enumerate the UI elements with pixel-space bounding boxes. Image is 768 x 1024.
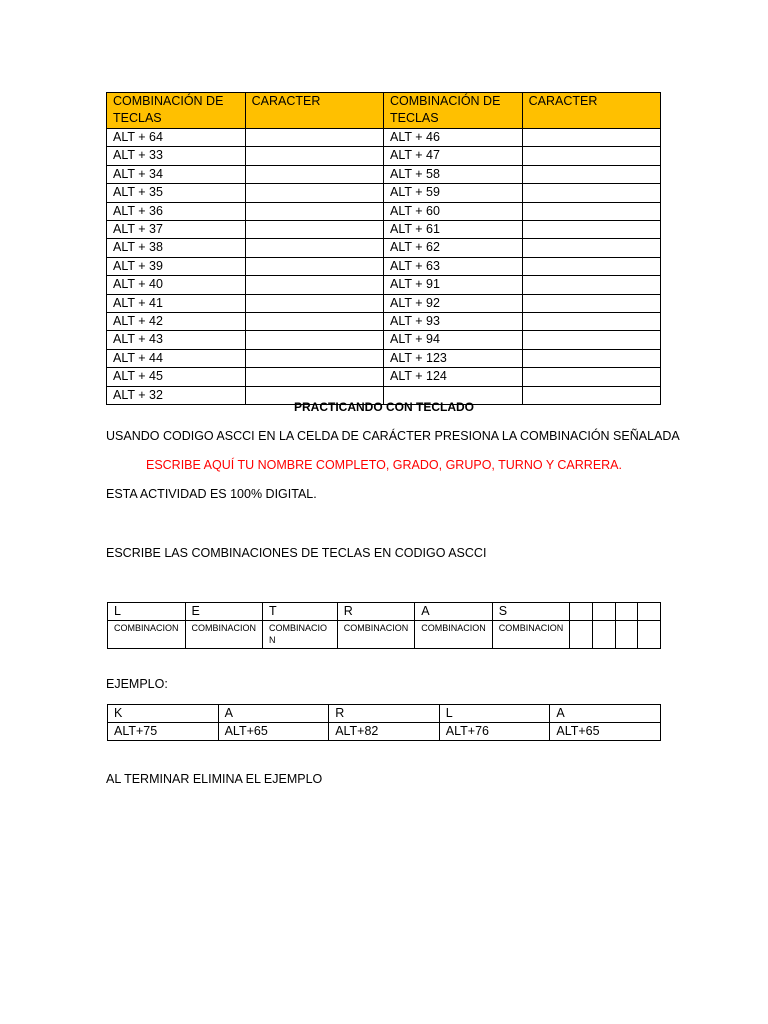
combination-cell: ALT + 36 (107, 202, 246, 220)
character-cell[interactable] (245, 221, 383, 239)
combination-cell: ALT + 32 (107, 386, 246, 404)
example-code-cell: ALT+65 (218, 723, 329, 741)
combination-input-cell[interactable]: COMBINACION (415, 621, 493, 649)
example-codes-row (108, 723, 661, 741)
combination-cell: ALT + 59 (383, 184, 522, 202)
combinations-row (108, 621, 661, 649)
character-cell[interactable] (245, 202, 383, 220)
combination-cell: ALT + 64 (107, 129, 246, 147)
character-cell[interactable] (245, 349, 383, 367)
character-cell[interactable] (522, 147, 660, 165)
letters-table (107, 602, 661, 649)
alt-table-row (107, 276, 661, 294)
character-cell[interactable] (522, 294, 660, 312)
alt-table-row (107, 239, 661, 257)
combination-input-cell[interactable]: COMBINACION (337, 621, 415, 649)
example-code-cell: ALT+75 (108, 723, 219, 741)
combination-cell: ALT + 61 (383, 221, 522, 239)
character-cell[interactable] (245, 257, 383, 275)
combination-cell: ALT + 41 (107, 294, 246, 312)
character-cell[interactable] (245, 294, 383, 312)
character-cell[interactable] (522, 129, 660, 147)
combination-cell: ALT + 60 (383, 202, 522, 220)
combination-cell: ALT + 35 (107, 184, 246, 202)
alt-table-row (107, 184, 661, 202)
instruction-ascii: USANDO CODIGO ASCCI EN LA CELDA DE CARÁCTER PRESIONA LA COMBINACIÓN SEÑALADA (106, 429, 680, 443)
combination-cell: ALT + 34 (107, 165, 246, 183)
character-cell[interactable] (522, 313, 660, 331)
example-label: EJEMPLO: (106, 677, 168, 691)
example-letter-cell: K (108, 705, 219, 723)
character-cell[interactable] (522, 368, 660, 386)
character-cell[interactable] (245, 129, 383, 147)
letters-row (108, 603, 661, 621)
practice-title: PRACTICANDO CON TECLADO (294, 400, 474, 414)
combination-cell: ALT + 42 (107, 313, 246, 331)
combination-cell: ALT + 124 (383, 368, 522, 386)
alt-table-row (107, 368, 661, 386)
instruction-combinations: ESCRIBE LAS COMBINACIONES DE TECLAS EN CODIGO ASCCI (106, 546, 487, 560)
character-cell[interactable] (522, 184, 660, 202)
final-note: AL TERMINAR ELIMINA EL EJEMPLO (106, 772, 323, 786)
example-letter-cell: A (218, 705, 329, 723)
alt-table-header-row (107, 93, 661, 129)
combination-input-cell[interactable] (592, 621, 615, 649)
combination-cell: ALT + 44 (107, 349, 246, 367)
character-cell[interactable] (522, 331, 660, 349)
combination-input-cell[interactable]: COMBINACION (492, 621, 570, 649)
alt-table-row (107, 165, 661, 183)
character-cell[interactable] (522, 165, 660, 183)
combination-cell: ALT + 43 (107, 331, 246, 349)
alt-table-row (107, 331, 661, 349)
letter-cell (570, 603, 593, 621)
character-cell[interactable] (522, 257, 660, 275)
character-cell[interactable] (245, 239, 383, 257)
header-combination-1: COMBINACIÓN DE TECLAS (107, 93, 246, 129)
alt-table-row (107, 129, 661, 147)
example-letter-cell: A (550, 705, 661, 723)
combination-cell: ALT + 37 (107, 221, 246, 239)
character-cell[interactable] (245, 331, 383, 349)
combination-input-cell[interactable] (570, 621, 593, 649)
example-code-cell: ALT+82 (329, 723, 440, 741)
combination-input-cell[interactable]: COMBINACION (185, 621, 263, 649)
letter-cell: L (108, 603, 186, 621)
character-cell[interactable] (245, 368, 383, 386)
example-letter-cell: L (439, 705, 550, 723)
letter-cell (638, 603, 661, 621)
instruction-write-name[interactable]: ESCRIBE AQUÍ TU NOMBRE COMPLETO, GRADO, GRUPO, TURNO Y CARRERA. (145, 458, 622, 472)
letter-cell: T (263, 603, 338, 621)
letter-cell: A (415, 603, 493, 621)
letter-cell: S (492, 603, 570, 621)
instruction-digital: ESTA ACTIVIDAD ES 100% DIGITAL. (106, 487, 317, 501)
combination-cell: ALT + 91 (383, 276, 522, 294)
letter-cell (615, 603, 638, 621)
character-cell[interactable] (522, 276, 660, 294)
header-combination-2: COMBINACIÓN DE TECLAS (383, 93, 522, 129)
combination-cell: ALT + 94 (383, 331, 522, 349)
header-character-1: CARACTER (245, 93, 383, 129)
combination-cell: ALT + 92 (383, 294, 522, 312)
alt-table-row (107, 221, 661, 239)
character-cell[interactable] (522, 202, 660, 220)
example-letters-row (108, 705, 661, 723)
alt-code-table (106, 92, 661, 405)
combination-input-cell[interactable] (615, 621, 638, 649)
combination-cell: ALT + 38 (107, 239, 246, 257)
character-cell[interactable] (245, 147, 383, 165)
letter-cell: E (185, 603, 263, 621)
example-code-cell: ALT+76 (439, 723, 550, 741)
combination-input-cell[interactable]: COMBINACION (108, 621, 186, 649)
combination-cell: ALT + 93 (383, 313, 522, 331)
alt-table-row (107, 257, 661, 275)
character-cell[interactable] (522, 349, 660, 367)
example-letter-cell: R (329, 705, 440, 723)
alt-table-row (107, 313, 661, 331)
header-character-2: CARACTER (522, 93, 660, 129)
combination-cell: ALT + 58 (383, 165, 522, 183)
character-cell[interactable] (522, 221, 660, 239)
alt-table-row (107, 349, 661, 367)
character-cell[interactable] (522, 239, 660, 257)
alt-table-row (107, 202, 661, 220)
character-cell[interactable] (245, 276, 383, 294)
combination-cell: ALT + 46 (383, 129, 522, 147)
character-cell[interactable] (245, 184, 383, 202)
combination-cell: ALT + 33 (107, 147, 246, 165)
combination-cell: ALT + 47 (383, 147, 522, 165)
character-cell[interactable] (245, 313, 383, 331)
combination-cell: ALT + 45 (107, 368, 246, 386)
alt-table-row (107, 147, 661, 165)
example-table (107, 704, 661, 741)
combination-cell: ALT + 40 (107, 276, 246, 294)
combination-cell: ALT + 62 (383, 239, 522, 257)
example-code-cell: ALT+65 (550, 723, 661, 741)
letter-cell: R (337, 603, 415, 621)
character-cell[interactable] (245, 165, 383, 183)
combination-input-cell[interactable]: COMBINACIO N (263, 621, 338, 649)
combination-cell: ALT + 63 (383, 257, 522, 275)
combination-cell: ALT + 123 (383, 349, 522, 367)
alt-table-body (107, 129, 661, 405)
combination-cell: ALT + 39 (107, 257, 246, 275)
combination-input-cell[interactable] (638, 621, 661, 649)
letter-cell (592, 603, 615, 621)
alt-table-row (107, 294, 661, 312)
